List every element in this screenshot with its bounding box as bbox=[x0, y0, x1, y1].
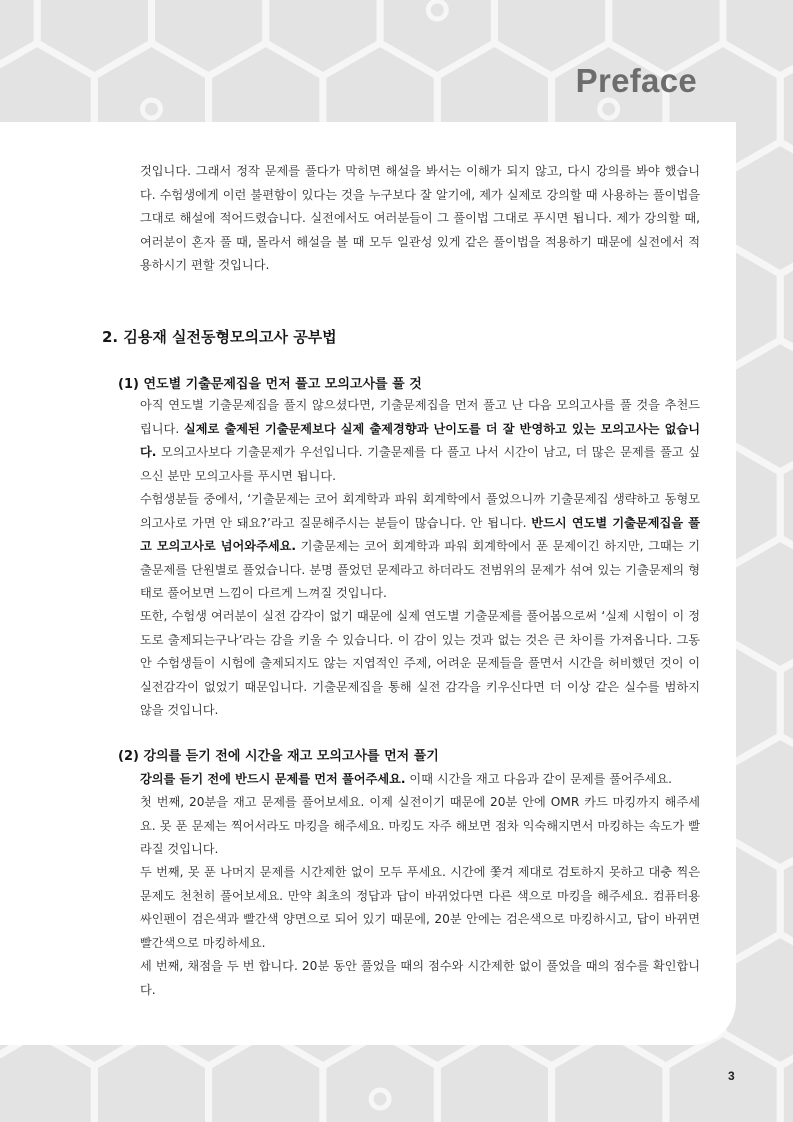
subsection-2-paragraph-2: 첫 번째, 20분을 재고 문제를 풀어보세요. 이제 실전이기 때문에 20분 안에 OMR 카드 마킹까지 해주세요. 못 푼 문제는 찍어서라도 마킹을 해주세요. 마킹도 자주 해보면 점차 익숙해지면서 마킹하는 속도가 빨라질 것입니다. bbox=[140, 795, 700, 856]
hexagon-shape bbox=[152, 0, 266, 76]
subsection-2-heading: (2) 강의를 듣기 전에 시간을 재고 모의고사를 먼저 풀기 bbox=[118, 749, 439, 764]
hexagon-shape bbox=[780, 439, 793, 571]
hexagon-shape bbox=[437, 1033, 551, 1122]
subsection-1-heading: (1) 연도별 기출문제집을 먼저 풀고 모의고사를 풀 것 bbox=[118, 377, 422, 392]
subsection-1-paragraph-1 bbox=[140, 394, 700, 488]
hexagon-shape bbox=[37, 0, 151, 76]
hexagon-shape bbox=[780, 1033, 793, 1122]
subsection-2-paragraph-3: 두 번째, 못 푼 나머지 문제를 시간제한 없이 모두 푸세요. 시간에 쫓겨 제대로 검토하지 못하고 대충 찍은 문제도 천천히 풀어보세요. 만약 최초의 정답과 답이 바뀌었다면 다른 색으로 마킹을 해주세요. 컴퓨터용 싸인펜이 검은색과 빨간색 양면으로 되어 있기 때문에, 20분 안에는 검은색으로 마킹하시고, 답이 바뀌면 빨간색으로 마킹하세요. bbox=[140, 865, 700, 950]
hexagon-node-circle bbox=[143, 100, 161, 118]
paragraph-text: 이때 시간을 재고 다음과 같이 문제를 풀어주세요. bbox=[405, 772, 673, 786]
page-number: 3 bbox=[728, 1069, 735, 1083]
hexagon-shape bbox=[780, 43, 793, 175]
emphasis-text: 강의를 듣기 전에 반드시 문제를 먼저 풀어주세요. bbox=[140, 772, 406, 786]
preface-title: Preface bbox=[575, 62, 697, 99]
emphasis-text: 실제로 출제된 기출문제보다 실제 출제경향과 난이도를 더 잘 반영하고 있는 모의고사는 없습니다. bbox=[140, 421, 700, 459]
subsection-1-paragraph-3: 또한, 수험생 여러분이 실전 감각이 없기 때문에 실제 연도별 기출문제를 풀어봄으로써 ‘실제 시험이 이 정도로 출제되는구나’라는 감을 키울 수 있습니다. 이 감이 있는 것과 없는 것은 큰 차이를 가져옵니다. 그동안 수험생들이 시험에 출제되지도 않는 지엽적인 주제, 어려운 문제들을 풀면서 시간을 허비했던 것이 이 실전감각이 없었기 때문입니다. 기출문제집을 통해 실전 감각을 키우신다면 더 이상 같은 실수를 범하지 않을 것입니다. bbox=[140, 609, 700, 717]
hexagon-shape bbox=[266, 0, 380, 76]
paragraph-text: 모의고사보다 기출문제가 우선입니다. 기출문제를 다 풀고 나서 시간이 남고, 더 많은 문제를 풀고 싶으신 분만 모의고사를 푸시면 됩니다. bbox=[140, 445, 700, 483]
paragraph-text: 기출문제는 코어 회계학과 파워 회계학에서 푼 문제이긴 하지만, 그때는 기출문제를 단원별로 풀었습니다. 분명 풀었던 문제라고 하더라도 전범위의 문제가 섞여 있는 기출문제의 형태로 풀어보면 느낌이 다르게 느껴질 것입니다. bbox=[140, 539, 700, 600]
paragraph-text: 수험생분들 중에서, ‘기출문제는 코어 회계학과 파워 회계학에서 풀었으니까 기출문제집 생략하고 동형모의고사로 가면 안 돼요?’라고 질문해주시는 분들이 많습니다. 안 됩니다. bbox=[140, 492, 700, 530]
hexagon-node-circle bbox=[600, 100, 618, 118]
hexagon-shape bbox=[380, 0, 494, 76]
hexagon-shape bbox=[552, 1033, 666, 1122]
hexagon-shape bbox=[0, 1033, 94, 1122]
hexagon-shape bbox=[780, 241, 793, 373]
subsection-2-paragraph-4: 세 번째, 채점을 두 번 합니다. 20분 동안 풀었을 때의 점수와 시간제한 없이 풀었을 때의 점수를 확인합니다. bbox=[140, 959, 700, 997]
intro-paragraph: 것입니다. 그래서 정작 문제를 풀다가 막히면 해설을 봐서는 이해가 되지 않고, 다시 강의를 봐야 했습니다. 수험생에게 이런 불편함이 있다는 것을 누구보다 잘 알기에, 제가 실제로 강의할 때 사용하는 풀이법을 그대로 해설에 적어드렸습니다. 실전에서도 여러분들이 그 풀이법 그대로 푸시면 됩니다. 제가 강의할 때, 여러분이 혼자 풀 때, 몰라서 해설을 볼 때 모두 일관성 있게 같은 풀이법을 적용하기 때문에 실전에서 적용하시기 편할 것입니다. bbox=[140, 164, 700, 272]
hexagon-shape bbox=[666, 1033, 780, 1122]
hexagon-shape bbox=[209, 1033, 323, 1122]
hexagon-shape bbox=[780, 835, 793, 967]
subsection-1-paragraph-2 bbox=[140, 488, 700, 606]
hexagon-shape bbox=[94, 1033, 208, 1122]
hexagon-node-circle bbox=[371, 1090, 389, 1108]
paragraph-text: 아직 연도별 기출문제집을 풀지 않으셨다면, 기출문제집을 먼저 풀고 난 다음 모의고사를 풀 것을 추천드립니다. bbox=[140, 398, 700, 436]
hexagon-shape bbox=[780, 637, 793, 769]
subsection-2-paragraph-1 bbox=[140, 768, 700, 792]
hexagon-node-circle bbox=[428, 1, 446, 19]
section-heading: 2. 김용재 실전동형모의고사 공부법 bbox=[102, 328, 337, 346]
emphasis-text: 반드시 연도별 기출문제집을 풀고 모의고사로 넘어와주세요. bbox=[140, 515, 700, 553]
